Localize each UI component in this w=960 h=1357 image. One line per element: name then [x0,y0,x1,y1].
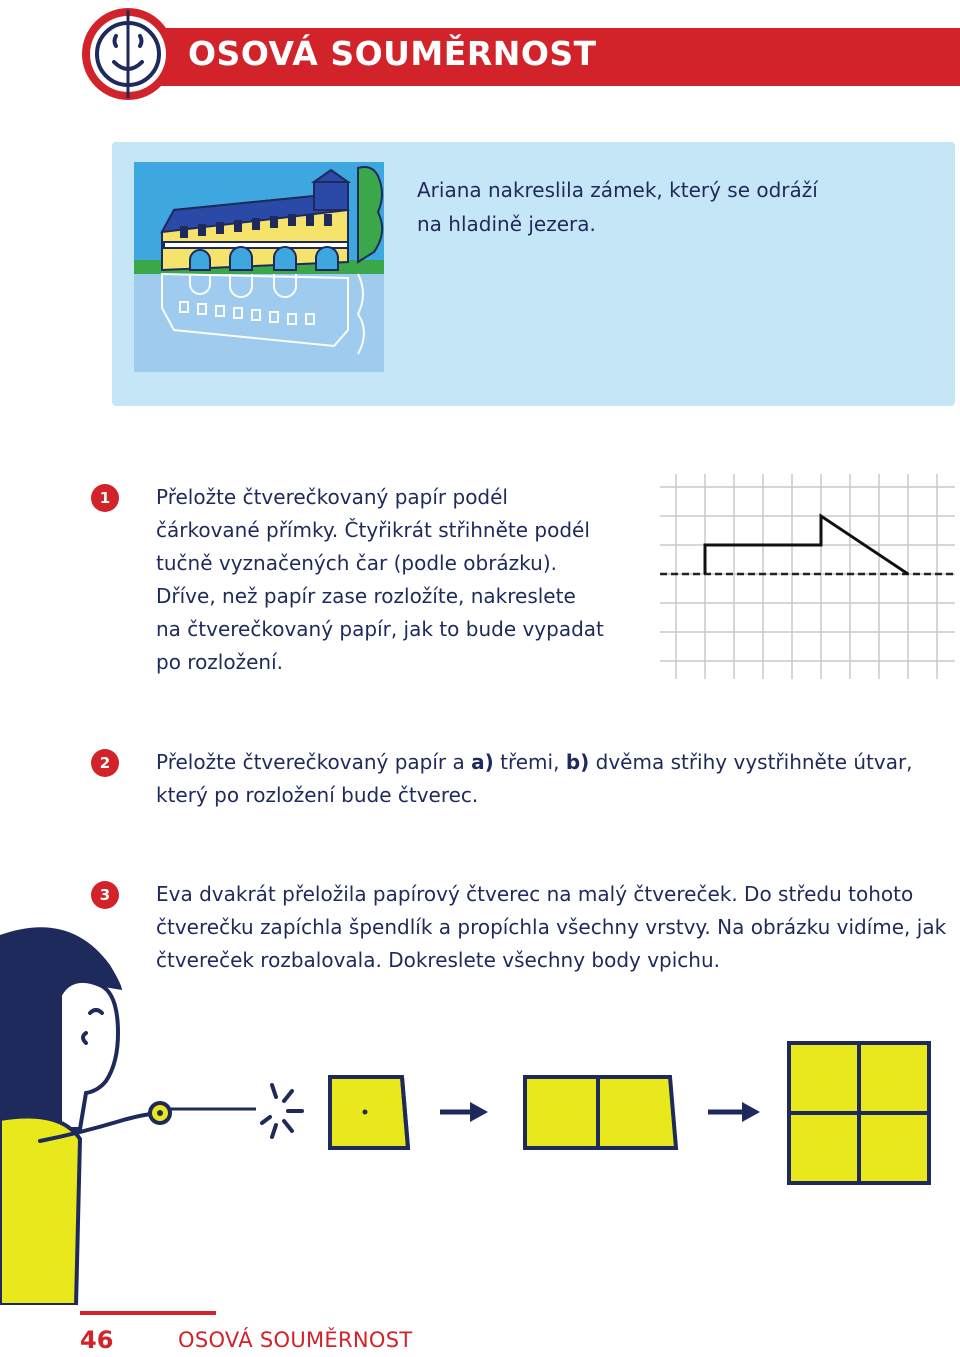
grid-lines [660,474,955,679]
task-2-text-part: dvěma střihy vystřihněte útvar, [589,750,913,774]
castle-reflection-illustration [134,162,384,372]
task-2-line-2: který po rozložení bude čtverec. [156,783,479,807]
option-b-label: b) [565,750,590,774]
task-3-line: Eva dvakrát přeložila papírový čtverec na malý čtvereček. Do středu tohoto [156,882,914,906]
task-1-line: Dříve, než papír zase rozložíte, nakreslete [156,584,576,608]
intro-text [417,173,818,241]
task-1-text [156,481,604,679]
page-title: OSOVÁ SOUMĚRNOST [188,34,597,73]
cut-grid-diagram [660,474,955,679]
girl-with-pin-illustration [0,905,320,1305]
option-a-label: a) [471,750,494,774]
arrow-right-icon [440,1102,488,1122]
footer-rule [80,1311,216,1315]
task-3-line: čtvereček rozbalovala. Dokreslete všechny body vpichu. [156,948,720,972]
arrow-right-icon [708,1102,760,1122]
task-number-2: 2 [91,749,119,777]
page-number: 46 [80,1326,114,1354]
footer-title: OSOVÁ SOUMĚRNOST [178,1328,413,1352]
task-3-line: čtverečku zapíchla špendlík a propíchla všechny vrstvy. Na obrázku vidíme, jak [156,915,947,939]
task-2-text-part: třemi, [493,750,566,774]
task-1-line: tučně vyznačených čar (podle obrázku). [156,551,557,575]
task-number-3: 3 [91,881,119,909]
folded-square [330,1077,408,1148]
pin-point [363,1110,368,1115]
task-1-line: čárkované přímky. Čtyřikrát střihněte podél [156,518,590,542]
smiley-mirror-icon [80,6,176,102]
task-number-1: 1 [91,484,119,512]
task-2-text-part: Přeložte čtverečkovaný papír a [156,750,472,774]
half-unfolded-rectangle [525,1077,676,1148]
intro-line-2: na hladině jezera. [417,212,596,236]
task-2-text [156,746,913,812]
task-1-line: na čtverečkovaný papír, jak to bude vypadat [156,617,604,641]
unfolded-square [786,1040,932,1186]
task-1-line: po rozložení. [156,650,283,674]
task-2-line-1 [156,746,913,779]
task-1-line: Přeložte čtverečkovaný papír podél [156,485,508,509]
intro-line-1: Ariana nakreslila zámek, který se odráží [417,178,818,202]
